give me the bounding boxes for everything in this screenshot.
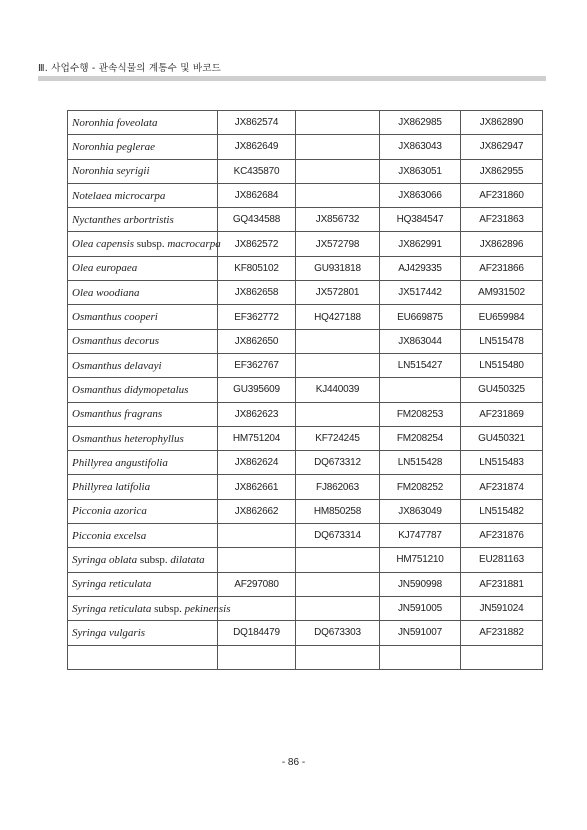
accession-cell-3: LN515427: [380, 353, 461, 377]
species-cell: [68, 451, 218, 475]
accession-cell-4: AF231866: [461, 256, 543, 280]
species-cell: [68, 402, 218, 426]
table-row: [68, 378, 543, 402]
species-name: Nyctanthes arbortristis: [72, 213, 174, 226]
accession-cell-2: FJ862063: [296, 475, 380, 499]
accession-cell-4: EU281163: [461, 548, 543, 572]
table-row: [68, 426, 543, 450]
species-name: Noronhia seyrigii: [72, 165, 150, 178]
species-cell: [68, 111, 218, 135]
accession-cell-3: FM208253: [380, 402, 461, 426]
species-name: Syringa reticulata: [72, 578, 152, 591]
species-cell: [68, 305, 218, 329]
species-cell: [68, 378, 218, 402]
accession-cell-4: AF231874: [461, 475, 543, 499]
accession-cell-4: AF231876: [461, 524, 543, 548]
accession-cell-4: LN515482: [461, 499, 543, 523]
accession-cell-1: KF805102: [218, 256, 296, 280]
accession-cell-3: FM208254: [380, 426, 461, 450]
empty-cell: [380, 645, 461, 669]
accession-cell-2: [296, 135, 380, 159]
accession-cell-4: AM931502: [461, 281, 543, 305]
accession-cell-3: JN591007: [380, 621, 461, 645]
accession-cell-2: [296, 572, 380, 596]
accession-cell-4: GU450325: [461, 378, 543, 402]
accession-cell-4: LN515478: [461, 329, 543, 353]
species-name: Osmanthus cooperi: [72, 311, 158, 324]
accession-cell-2: KJ440039: [296, 378, 380, 402]
infraspecific-name: pekinensis: [184, 602, 231, 615]
accession-cell-2: JX856732: [296, 208, 380, 232]
accession-cell-2: [296, 159, 380, 183]
accession-cell-4: JX862890: [461, 111, 543, 135]
accession-cell-2: [296, 596, 380, 620]
species-name: Noronhia peglerae: [72, 140, 155, 153]
table-row: [68, 281, 543, 305]
species-name: Olea capensis: [72, 238, 135, 251]
species-name: Noronhia foveolata: [72, 116, 158, 129]
accession-cell-1: JX862684: [218, 183, 296, 207]
accession-cell-3: [380, 378, 461, 402]
species-cell: [68, 572, 218, 596]
table-row: [68, 548, 543, 572]
species-cell: [68, 353, 218, 377]
accession-cell-4: AF231881: [461, 572, 543, 596]
empty-cell: [218, 645, 296, 669]
accession-cell-1: JX862658: [218, 281, 296, 305]
accession-cell-3: HQ384547: [380, 208, 461, 232]
table-row: [68, 232, 543, 256]
accession-cell-3: FM208252: [380, 475, 461, 499]
empty-cell: [296, 645, 380, 669]
infraspecific-name: macrocarpa: [167, 238, 221, 251]
accession-cell-4: JX862947: [461, 135, 543, 159]
species-cell: [68, 621, 218, 645]
species-name: Osmanthus heterophyllus: [72, 432, 184, 445]
species-name: Notelaea microcarpa: [72, 189, 166, 202]
accession-cell-1: JX862662: [218, 499, 296, 523]
accession-cell-2: HM850258: [296, 499, 380, 523]
table-row: [68, 256, 543, 280]
species-cell: [68, 159, 218, 183]
accession-cell-1: JX862623: [218, 402, 296, 426]
accession-cell-1: HM751204: [218, 426, 296, 450]
accession-cell-2: HQ427188: [296, 305, 380, 329]
header-divider: [38, 76, 546, 81]
table-row: [68, 596, 543, 620]
species-cell: [68, 524, 218, 548]
accession-cell-3: JX863049: [380, 499, 461, 523]
accession-cell-2: DQ673312: [296, 451, 380, 475]
empty-cell: [461, 645, 543, 669]
running-header: Ⅲ. 사업수행 - 관속식물의 계통수 및 바코드: [38, 63, 221, 74]
accession-cell-2: GU931818: [296, 256, 380, 280]
species-name: Syringa vulgaris: [72, 626, 146, 639]
accession-cell-3: JN591005: [380, 596, 461, 620]
accession-cell-4: EU659984: [461, 305, 543, 329]
table-row: [68, 402, 543, 426]
accession-cell-4: LN515483: [461, 451, 543, 475]
species-cell: [68, 232, 221, 256]
table-body: [68, 111, 543, 670]
accession-cell-1: JX862650: [218, 329, 296, 353]
table-row: [68, 305, 543, 329]
accession-cell-3: AJ429335: [380, 256, 461, 280]
accession-cell-2: [296, 329, 380, 353]
accession-cell-3: JN590998: [380, 572, 461, 596]
species-cell: [68, 256, 218, 280]
species-name: Osmanthus decorus: [72, 335, 160, 348]
table-row: [68, 621, 543, 645]
species-name: Osmanthus fragrans: [72, 408, 163, 421]
accession-cell-4: AF231863: [461, 208, 543, 232]
accession-cell-3: JX517442: [380, 281, 461, 305]
accession-cell-3: JX863066: [380, 183, 461, 207]
accession-cell-4: LN515480: [461, 353, 543, 377]
species-name: Syringa reticulata: [72, 602, 152, 615]
rank-abbrev: subsp.: [136, 238, 165, 251]
accession-cell-3: JX863051: [380, 159, 461, 183]
accession-cell-1: [218, 524, 296, 548]
accession-cell-3: KJ747787: [380, 524, 461, 548]
accession-cell-3: HM751210: [380, 548, 461, 572]
accession-cell-2: [296, 353, 380, 377]
accession-cell-3: LN515428: [380, 451, 461, 475]
species-cell: [68, 135, 218, 159]
species-cell: [68, 281, 218, 305]
species-name: Olea woodiana: [72, 286, 140, 299]
accession-cell-1: JX862661: [218, 475, 296, 499]
accession-cell-2: [296, 183, 380, 207]
table-row: [68, 329, 543, 353]
rank-abbrev: subsp.: [154, 602, 182, 615]
species-cell: [68, 596, 231, 620]
species-name: Olea europaea: [72, 262, 138, 275]
accession-cell-4: AF231869: [461, 402, 543, 426]
accession-cell-4: GU450321: [461, 426, 543, 450]
accession-cell-1: JX862574: [218, 111, 296, 135]
accession-cell-4: AF231882: [461, 621, 543, 645]
accession-cell-2: [296, 111, 380, 135]
rank-abbrev: subsp.: [139, 553, 168, 566]
species-cell: [68, 499, 218, 523]
accession-cell-2: [296, 402, 380, 426]
species-cell: [68, 183, 218, 207]
accession-cell-2: DQ673314: [296, 524, 380, 548]
accession-cell-1: EF362772: [218, 305, 296, 329]
infraspecific-name: dilatata: [170, 553, 205, 566]
species-cell: [68, 475, 218, 499]
table-row: [68, 499, 543, 523]
accession-cell-1: GQ434588: [218, 208, 296, 232]
table-row: [68, 475, 543, 499]
accession-cell-2: KF724245: [296, 426, 380, 450]
accession-cell-3: EU669875: [380, 305, 461, 329]
accession-cell-4: AF231860: [461, 183, 543, 207]
table-row: [68, 208, 543, 232]
accession-cell-4: JN591024: [461, 596, 543, 620]
table-row: [68, 353, 543, 377]
accession-cell-3: JX862985: [380, 111, 461, 135]
species-name: Phillyrea angustifolia: [72, 456, 168, 469]
accession-cell-2: DQ673303: [296, 621, 380, 645]
species-name: Osmanthus delavayi: [72, 359, 162, 372]
accession-cell-1: AF297080: [218, 572, 296, 596]
accession-cell-1: [218, 548, 296, 572]
accession-cell-4: JX862896: [461, 232, 543, 256]
accession-cell-1: JX862624: [218, 451, 296, 475]
species-cell: [68, 329, 218, 353]
empty-cell: [68, 645, 218, 669]
accession-cell-3: JX863043: [380, 135, 461, 159]
barcode-table: [67, 110, 543, 670]
accession-cell-3: JX863044: [380, 329, 461, 353]
species-name: Picconia azorica: [72, 505, 147, 518]
table-row: [68, 159, 543, 183]
accession-cell-1: DQ184479: [218, 621, 296, 645]
species-name: Osmanthus didymopetalus: [72, 383, 189, 396]
accession-cell-3: JX862991: [380, 232, 461, 256]
accession-cell-2: [296, 548, 380, 572]
page-number: - 86 -: [281, 757, 306, 768]
table-row: [68, 111, 543, 135]
accession-cell-1: EF362767: [218, 353, 296, 377]
accession-cell-4: JX862955: [461, 159, 543, 183]
species-cell: [68, 208, 218, 232]
accession-cell-1: KC435870: [218, 159, 296, 183]
table-row: [68, 135, 543, 159]
table-row-empty: [68, 645, 543, 669]
accession-cell-1: JX862649: [218, 135, 296, 159]
species-cell: [68, 426, 218, 450]
species-cell: [68, 548, 218, 572]
accession-cell-1: JX862572: [218, 232, 296, 256]
table-row: [68, 572, 543, 596]
table-row: [68, 183, 543, 207]
accession-cell-1: GU395609: [218, 378, 296, 402]
species-name: Syringa oblata: [72, 553, 138, 566]
species-name: Phillyrea latifolia: [72, 481, 151, 494]
table-row: [68, 451, 543, 475]
accession-cell-2: JX572801: [296, 281, 380, 305]
species-name: Picconia excelsa: [72, 529, 147, 542]
accession-cell-2: JX572798: [296, 232, 380, 256]
table-row: [68, 524, 543, 548]
